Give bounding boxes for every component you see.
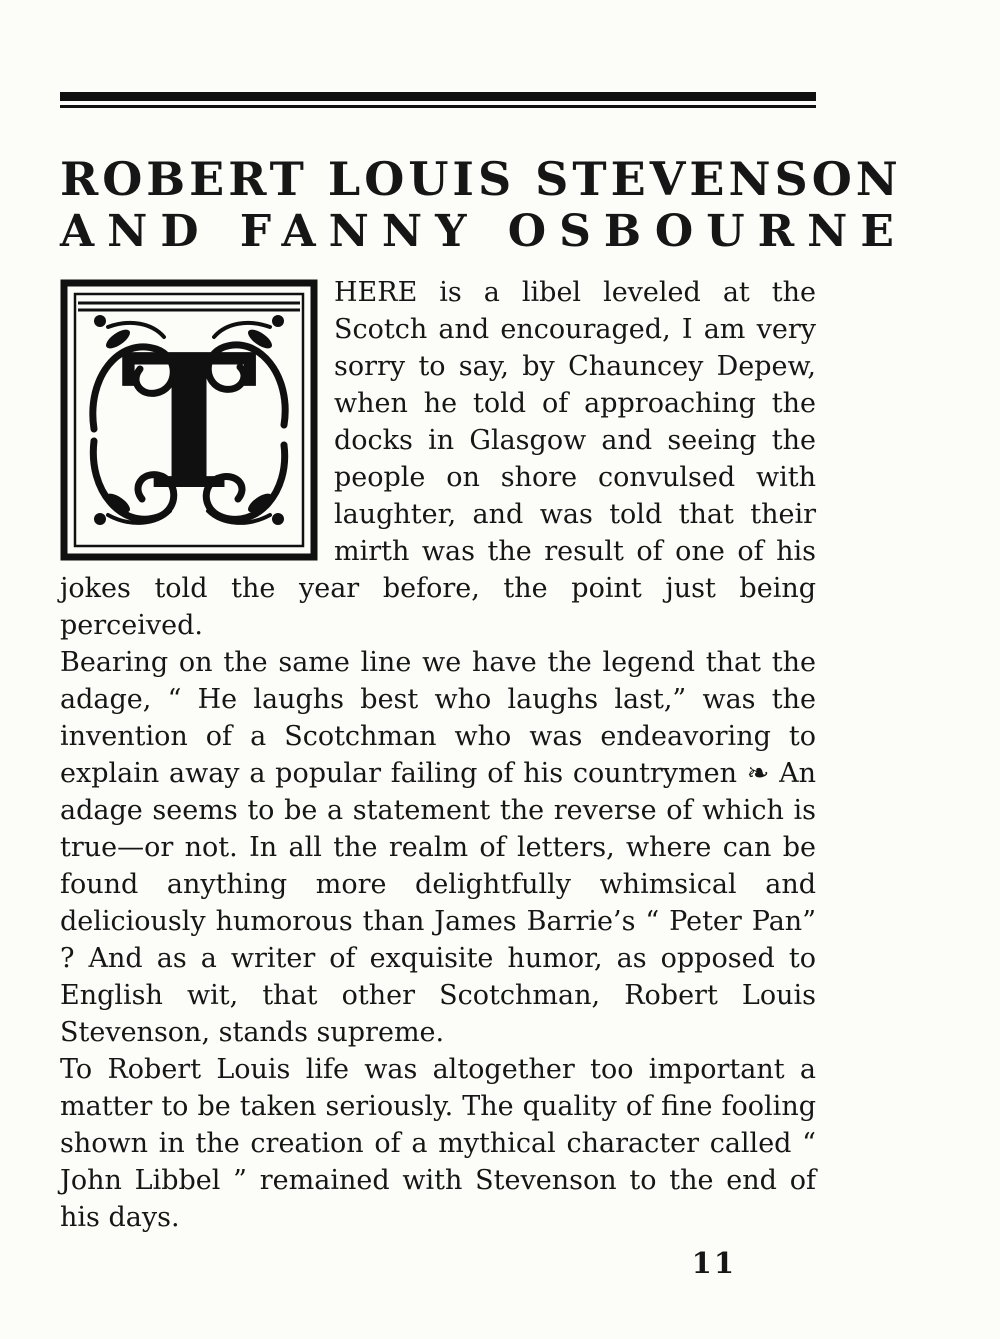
paragraph-2: Bearing on the same line we have the legend that the adage, “ He laughs best who laughs last,” was the invention of a Scotchman who was endeavoring to explain away a popular failing of his countrymen ❧ An adage seems to be a statement the reverse of which is true—or not. In all the realm of letters, where can be found anything more delightfully whimsical and deliciously humorous than James Barrie’s “ Peter Pan” ? And as a writer of exquisite humor, as opposed to English wit, that other Scotchman, Robert Louis Stevenson, stands supreme. xyxy=(60,647,816,1049)
body-text xyxy=(60,274,816,1236)
chapter-title xyxy=(60,152,907,258)
top-rule xyxy=(60,92,816,108)
dropcap-woodcut-icon xyxy=(60,279,318,561)
chapter-title-line2: AND FANNY OSBOURNE xyxy=(60,206,907,258)
dropcap-ornament xyxy=(60,279,318,561)
dropcap-letter: T xyxy=(120,313,258,532)
page-number: 11 xyxy=(691,1246,736,1281)
top-rule-thin xyxy=(60,105,816,108)
paragraph-3: To Robert Louis life was altogether too important a matter to be taken seriously. The quality of fine fooling shown in the creation of a mythical character called “ John Libbel ” remained with Stevenson to the end of his days. xyxy=(60,1054,816,1234)
paragraph-1: HERE is a libel leveled at the Scotch and encouraged, I am very sorry to say, by Chauncey Depew, when he told of approaching the docks in Glasgow and seeing the people on shore convulsed with laughter, and was told that their mirth was the result of one of his jokes told the year before, the point just being perceived. xyxy=(60,277,816,642)
top-rule-thick xyxy=(60,92,816,101)
chapter-title-line1: ROBERT LOUIS STEVENSON xyxy=(60,152,902,206)
